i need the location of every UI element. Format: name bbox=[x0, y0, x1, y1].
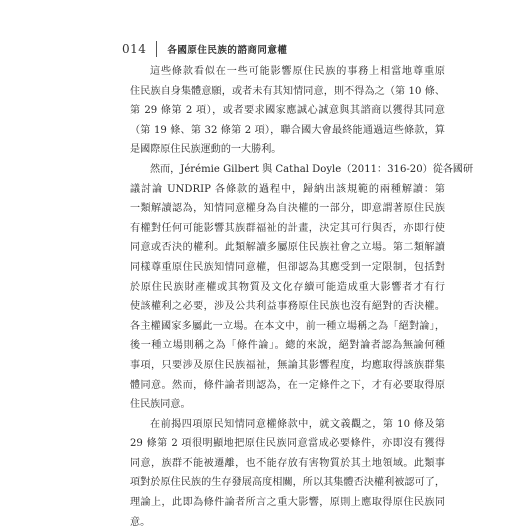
text-line: 然而，Jérémie Gilbert 與 Cathal Doyle（2011：316-20）從各國研 bbox=[150, 163, 474, 175]
text-line: 是國際原住民族運動的一大勝利。 bbox=[130, 144, 282, 156]
paragraph bbox=[130, 160, 474, 415]
text-line: 29 條第 2 項很明顯地把原住民族同意當成必要條件，亦即沒有獲得 bbox=[130, 438, 445, 450]
page-number: 014 bbox=[122, 42, 147, 56]
text-line: 於原住民族財產權或其物質及文化存續可能造成重大影響者才有行 bbox=[130, 281, 445, 293]
text-line: 第 29 條第 2 項），或者要求國家應誠心誠意與其諮商以獲得其同意 bbox=[130, 105, 445, 117]
paragraph bbox=[130, 62, 445, 160]
text-line: 後一種立場則稱之為「條件論」。總的來說，絕對論者認為無論何種 bbox=[130, 340, 445, 352]
text-line: 同意或否決的權利。此類解讀多屬原住民族社會之立場。第二類解讀 bbox=[130, 242, 445, 254]
header-divider bbox=[156, 41, 157, 57]
text-line: 項對於原住民族的生存發展高度相關，所以其集體否決權利被認可了， bbox=[130, 477, 445, 489]
text-line: 一類解讀認為，知情同意權身為自決權的一部分，即意謂著原住民族 bbox=[130, 203, 445, 215]
text-line: 同樣尊重原住民族知情同意權，但卻認為其應受到一定限制，包括對 bbox=[130, 261, 445, 273]
text-line: 住民族自身集體意願，或者未有其知情同意，則不得為之（第 10 條、 bbox=[130, 85, 445, 97]
text-line: 議討論 UNDRIP 各條款的過程中，歸納出該規範的兩種解讀：第 bbox=[130, 183, 445, 195]
text-line: （第 19 條、第 32 條第 2 項），聯合國大會最終能通過這些條款，算 bbox=[130, 124, 445, 136]
text-line: 意。 bbox=[130, 516, 151, 528]
running-title: 各國原住民族的諮商同意權 bbox=[167, 45, 288, 56]
text-line: 理論上，此即為條件論者所言之重大影響，原則上應取得原住民族同 bbox=[130, 497, 445, 509]
body-text bbox=[130, 62, 474, 532]
text-line: 住民族同意。 bbox=[130, 399, 191, 411]
text-line: 在前揭四項原民知情同意權條款中，就文義觀之，第 10 條及第 bbox=[150, 418, 445, 430]
text-line: 使該權利之必要，涉及公共利益事務原住民族也沒有絕對的否決權。 bbox=[130, 301, 445, 313]
text-line: 體同意。然而，條件論者則認為，在一定條件之下，才有必要取得原 bbox=[130, 379, 445, 391]
text-line: 事項，只要涉及原住民族福祉，無論其影響程度，均應取得該族群集 bbox=[130, 359, 445, 371]
text-line: 各主權國家多屬此一立場。在本文中，前一種立場稱之為「絕對論」， bbox=[130, 320, 445, 332]
text-line: 有權對任何可能影響其族群福祉的計畫，決定其可行與否，亦即行使 bbox=[130, 222, 445, 234]
paragraph bbox=[130, 415, 445, 532]
running-head bbox=[122, 39, 287, 59]
text-line: 這些條款看似在一些可能影響原住民族的事務上相當地尊重原 bbox=[150, 66, 445, 77]
text-line: 同意，族群不能被遷離，也不能存放有害物質於其土地領域。此類事 bbox=[130, 457, 445, 469]
